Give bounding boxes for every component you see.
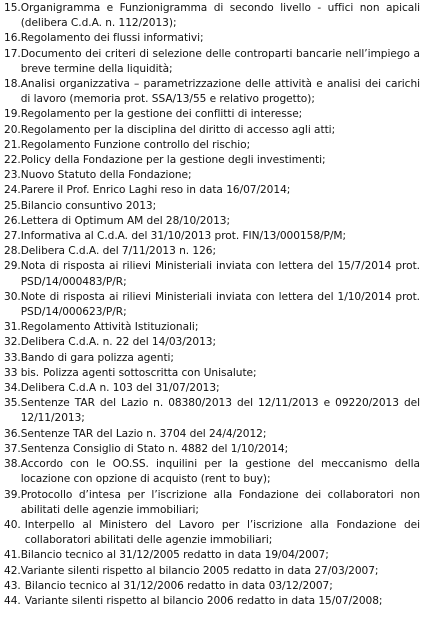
item-text: Sentenze TAR del Lazio n. 3704 del 24/4/2012; — [20, 427, 267, 440]
item-number: 15. — [4, 2, 21, 14]
item-text: Regolamento Funzione controllo del rischio; — [20, 138, 251, 151]
list-item-23 — [4, 168, 420, 183]
item-number: 28. — [4, 245, 21, 258]
item-number: 26. — [4, 214, 21, 227]
item-text: Bilancio consuntivo 2013; — [20, 199, 157, 212]
list-item-25 — [4, 199, 420, 214]
item-text: Variante silenti rispetto al bilancio 2006 redatto in data 15/07/2008; — [24, 594, 383, 607]
list-item-37 — [4, 442, 420, 457]
item-number: 40. — [4, 518, 21, 531]
item-number: 29. — [4, 260, 21, 273]
item-text: Accordo con le OO.SS. inquilini per la gestione del meccanismo della locazione con opzione di acquisto (rent to buy); — [20, 458, 420, 486]
item-number: 23. — [4, 169, 21, 182]
list-item-35 — [4, 396, 420, 426]
list-item-26 — [4, 214, 420, 229]
item-number: 44. — [4, 594, 21, 607]
item-text: Regolamento Attività Istituzionali; — [20, 321, 199, 334]
item-number: 32. — [4, 336, 21, 349]
item-text: Delibera C.d.A. del 7/11/2013 n. 126; — [20, 245, 217, 258]
list-item-41 — [4, 548, 420, 563]
list-item-42 — [4, 564, 420, 579]
item-text: Organigramma e Funzionigramma di secondo livello - uffici non apicali (delibera C.d.A. n. 112/2013); — [20, 2, 420, 30]
list-item-27 — [4, 229, 420, 244]
item-text: Nuovo Statuto della Fondazione; — [20, 169, 192, 182]
item-text: Note di risposta ai rilievi Ministeriali inviata con lettera del 1/10/2014 prot. PSD/14/000623/P/R; — [20, 290, 420, 319]
item-number: 16. — [4, 32, 21, 45]
item-number: 20. — [4, 123, 21, 136]
list-item-31 — [4, 320, 420, 335]
list-item-15 — [4, 1, 420, 31]
list-item-34 — [4, 381, 420, 396]
item-number: 21. — [4, 138, 21, 151]
item-number: 43. — [4, 579, 21, 592]
item-text: Bilancio tecnico al 31/12/2006 redatto in data 03/12/2007; — [24, 579, 333, 592]
item-number: 25. — [4, 199, 21, 212]
item-number: 34. — [4, 382, 21, 395]
item-text: Informativa al C.d.A. del 31/10/2013 prot. FIN/13/000158/P/M; — [20, 230, 346, 243]
list-item-18 — [4, 77, 420, 107]
item-number: 22. — [4, 154, 21, 167]
list-item-36 — [4, 427, 420, 442]
item-number: 17. — [4, 47, 21, 60]
item-number: 39. — [4, 488, 21, 501]
item-number: 30. — [4, 290, 21, 303]
item-text: Analisi organizzativa – parametrizzazione delle attività e analisi dei carichi di lavoro (memoria prot. SSA/13/55 e relativo progetto); — [20, 78, 420, 106]
list-item-20 — [4, 123, 420, 138]
item-text: Sentenza Consiglio di Stato n. 4882 del 1/10/2014; — [20, 442, 289, 455]
list-item-39 — [4, 488, 420, 518]
item-number: 31. — [4, 321, 21, 334]
list-item-19 — [4, 107, 420, 122]
list-item-33 — [4, 351, 420, 366]
list-item-22 — [4, 153, 420, 168]
list-item-29 — [4, 259, 420, 289]
item-text: Delibera C.d.A. n. 22 del 14/03/2013; — [20, 336, 217, 349]
item-text: Bilancio tecnico al 31/12/2005 redatto in data 19/04/2007; — [20, 549, 329, 562]
item-text: Polizza agenti sottoscritta con Unisalute; — [43, 366, 257, 379]
item-number: 38. — [4, 458, 21, 471]
item-number: 36. — [4, 427, 21, 440]
item-number: 18. — [4, 78, 21, 91]
item-text: Regolamento dei flussi informativi; — [20, 32, 204, 45]
list-item-44 — [4, 594, 420, 609]
item-text: Interpello al Ministero del Lavoro per l’iscrizione alla Fondazione dei collaboratori abilitati delle agenzie immobiliari; — [24, 518, 420, 547]
list-item-33-bis — [4, 366, 420, 381]
item-number: 24. — [4, 184, 21, 197]
item-number: 42. — [4, 564, 21, 577]
item-text: Sentenze TAR del Lazio n. 08380/2013 del 12/11/2013 e 09220/2013 del 12/11/2013; — [20, 397, 420, 425]
item-number: 27. — [4, 230, 21, 243]
list-item-16 — [4, 31, 420, 46]
item-text: Documento dei criteri di selezione delle controparti bancarie nell’impiego a breve termine della liquidità; — [20, 47, 420, 75]
list-item-40 — [4, 518, 420, 548]
list-item-30 — [4, 290, 420, 320]
item-text: Regolamento per la disciplina del diritto di accesso agli atti; — [20, 123, 336, 136]
item-text: Lettera di Optimum AM del 28/10/2013; — [20, 214, 230, 227]
item-number: 19. — [4, 108, 21, 121]
item-text: Nota di risposta ai rilievi Ministeriali inviata con lettera del 15/7/2014 prot. PSD/14/000483/P/R; — [20, 260, 420, 288]
item-number: 33. — [4, 351, 21, 364]
item-text: Protocollo d’intesa per l’iscrizione alla Fondazione dei collaboratori non abilitati delle agenzie immobiliari; — [20, 488, 420, 516]
attachment-list — [4, 1, 420, 609]
item-text: Parere il Prof. Enrico Laghi reso in data 16/07/2014; — [20, 184, 291, 197]
item-number: 41. — [4, 549, 21, 562]
list-item-43 — [4, 579, 420, 594]
list-item-28 — [4, 244, 420, 259]
list-item-38 — [4, 457, 420, 487]
list-item-17 — [4, 47, 420, 77]
list-item-24 — [4, 183, 420, 198]
item-number: 35. — [4, 397, 21, 410]
item-number: 33 bis. — [4, 366, 40, 379]
list-item-21 — [4, 138, 420, 153]
item-number: 37. — [4, 442, 21, 455]
list-item-32 — [4, 335, 420, 350]
item-text: Regolamento per la gestione dei conflitti di interesse; — [20, 108, 303, 121]
item-text: Variante silenti rispetto al bilancio 2005 redatto in data 27/03/2007; — [20, 564, 379, 577]
item-text: Delibera C.d.A n. 103 del 31/07/2013; — [20, 382, 220, 395]
item-text: Policy della Fondazione per la gestione degli investimenti; — [20, 154, 326, 167]
item-text: Bando di gara polizza agenti; — [20, 351, 174, 364]
